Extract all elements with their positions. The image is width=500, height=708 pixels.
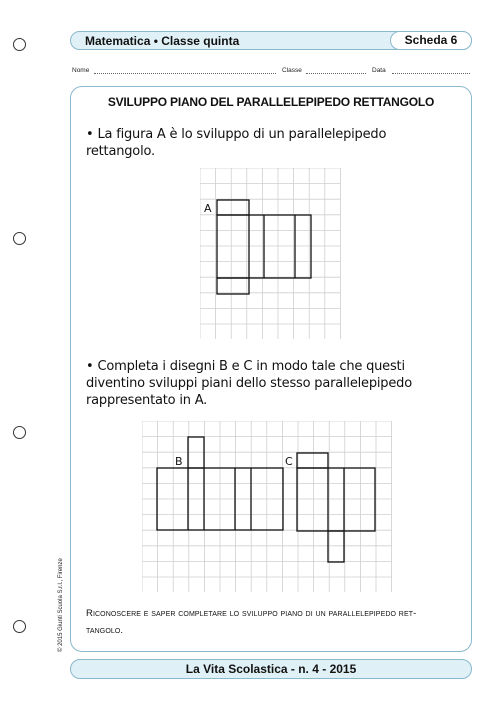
name-line[interactable] [94,73,276,74]
header-bar [70,31,472,50]
copyright-notice: © 2015 Giunti Scuola S.r.l., Firenze [58,558,64,652]
objective-line-1: Riconoscere e saper completare lo sviluppo piano di un parallelepipedo ret- [86,608,417,619]
paragraph-2-line-3: rappresentato in A. [86,393,208,408]
paragraph-2 [86,358,412,409]
sheet-number: Scheda 6 [390,31,472,50]
paragraph-1 [86,126,386,160]
net-a-top-face [217,200,249,215]
paragraph-2-line-2: diventino sviluppi piani dello stesso parallelepipedo [86,376,412,391]
objective-line-2: tangolo. [86,625,124,636]
class-line[interactable] [306,73,366,74]
binder-hole-1 [13,38,26,51]
figure-c-label: C [285,455,293,468]
figure-a-grid [200,168,342,341]
paragraph-1-line-1: La figura A è lo sviluppo di un parallelepipedo [97,127,387,142]
learning-objective [86,605,464,639]
class-label: Classe [282,67,302,74]
net-c-lateral-band [297,468,375,531]
binder-hole-4 [13,620,26,633]
paragraph-1-line-2: rettangolo. [86,144,155,159]
figure-a-label: A [204,202,212,215]
bullet: • [86,359,94,374]
name-label: Nome [72,67,90,74]
subject-title: Matematica • Classe quinta [85,34,240,48]
student-fields [72,67,472,79]
bullet: • [86,127,94,142]
net-c-top-face [297,453,328,468]
footer-bar: La Vita Scolastica - n. 4 - 2015 [70,659,472,679]
net-a-bottom-face [217,278,249,294]
figures-bc-grid [142,421,393,593]
net-c-bottom-face [328,531,344,562]
date-line[interactable] [392,73,470,74]
binder-hole-2 [13,232,26,245]
figure-b-label: B [175,455,183,468]
date-label: Data [372,67,386,74]
binder-hole-3 [13,426,26,439]
worksheet-title: SVILUPPO PIANO DEL PARALLELEPIPEDO RETTANGOLO [107,95,435,109]
paragraph-2-line-1: Completa i disegni B e C in modo tale che questi [97,359,405,374]
